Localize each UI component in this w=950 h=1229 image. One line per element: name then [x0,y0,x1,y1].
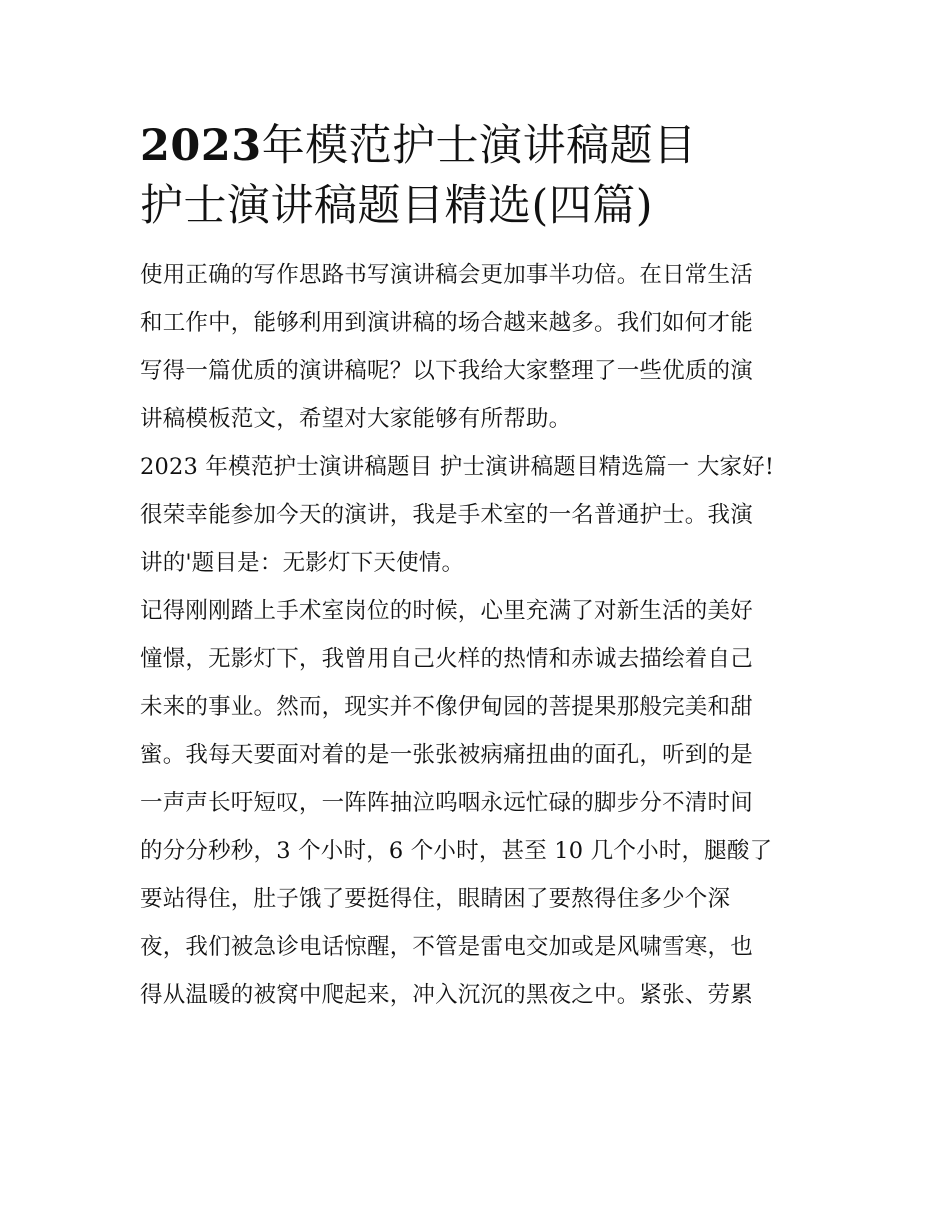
text-line: 蜜。我每天要面对着的是一张张被病痛扭曲的面孔，听到的是 [140,742,753,768]
text-line: 使用正确的写作思路书写演讲稿会更加事半功倍。在日常生活 [140,262,753,288]
paragraph-body [140,587,830,1019]
title-text: 年模范护士演讲稿题目 [261,121,697,171]
text-line: 未来的事业。然而，现实并不像伊甸园的菩提果那般完美和甜 [140,694,753,720]
text-line: 和工作中，能够利用到演讲稿的场合越来越多。我们如何才能 [140,310,753,336]
text-line: 记得刚刚踏上手术室岗位的时候，心里充满了对新生活的美好 [140,598,753,624]
text-line: 很荣幸能参加今天的演讲，我是手术室的一名普通护士。我演 [140,502,753,528]
text-line: 憧憬，无影灯下，我曾用自己火样的热情和赤诚去描绘着自己 [140,646,753,672]
paragraph-speech-intro [140,443,830,587]
document-content [140,116,830,1019]
text-line: 写得一篇优质的演讲稿呢？以下我给大家整理了一些优质的演 [140,358,753,384]
text-line: 一声声长吁短叹，一阵阵抽泣呜咽永远忙碌的脚步分不清时间 [140,790,753,816]
text-line: 2023 年模范护士演讲稿题目 护士演讲稿题目精选篇一 大家好! [140,454,775,480]
title-block [140,116,830,236]
document-subtitle: 护士演讲稿题目精选(四篇) [140,181,654,231]
text-line: 要站得住，肚子饿了要挺得住，眼睛困了要熬得住多少个深 [140,886,731,912]
document-title [140,116,830,176]
text-line: 夜，我们被急诊电话惊醒，不管是雷电交加或是风啸雪寒，也 [140,934,753,960]
paragraph-intro [140,251,830,443]
title-year: 2023 [140,121,262,171]
text-line: 的分分秒秒，3 个小时，6 个小时，甚至 10 几个小时，腿酸了 [140,838,773,864]
text-line: 讲的'题目是：无影灯下天使情。 [140,550,465,576]
text-line: 得从温暖的被窝中爬起来，冲入沉沉的黑夜之中。紧张、劳累 [140,982,753,1008]
text-line: 讲稿模板范文，希望对大家能够有所帮助。 [140,406,572,432]
